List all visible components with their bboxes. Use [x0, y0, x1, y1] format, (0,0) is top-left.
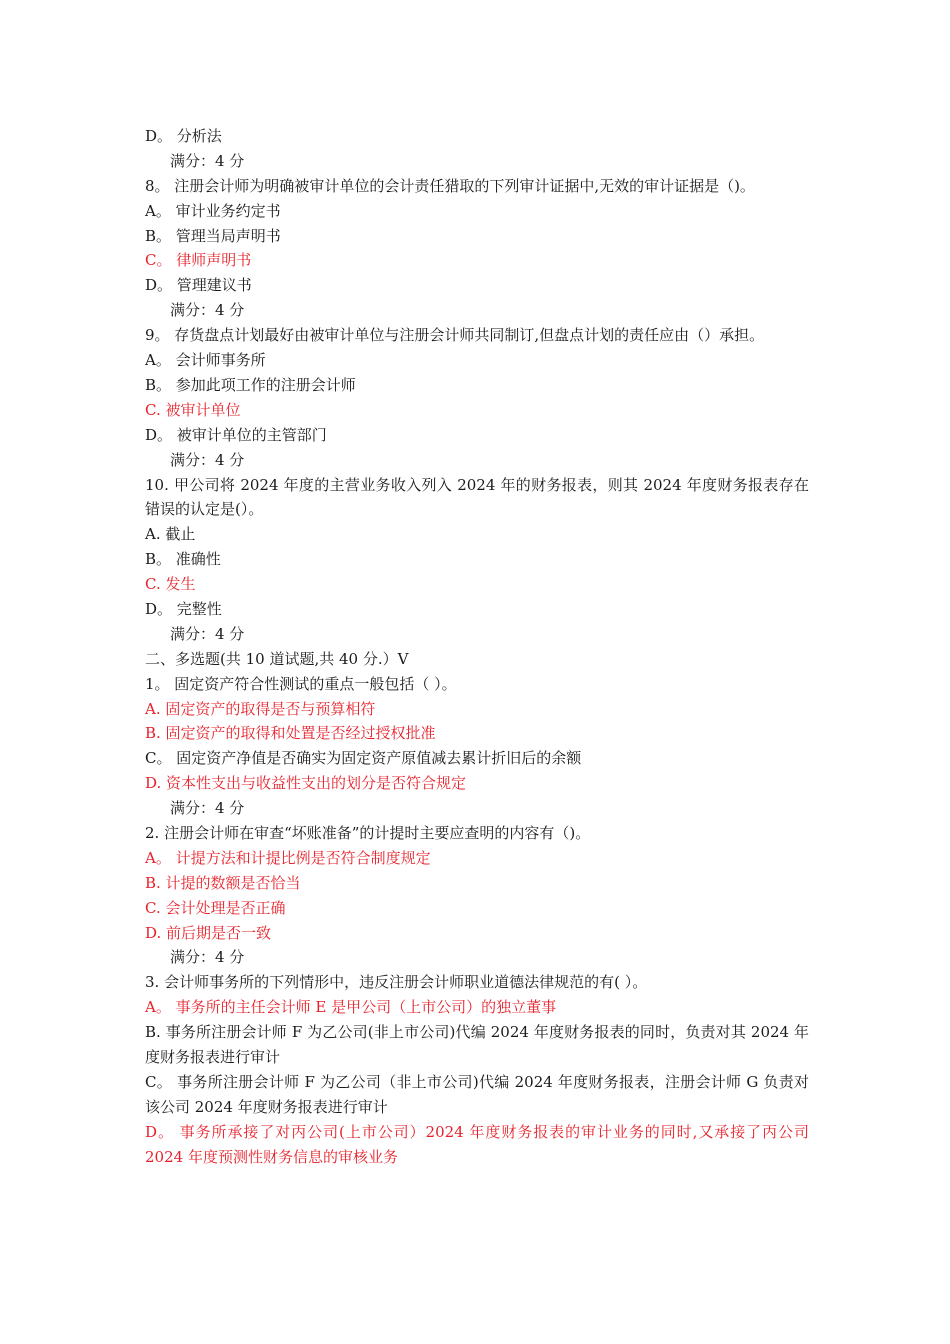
text-line: 1。 固定资产符合性测试的重点一般包括（ ）。	[145, 674, 457, 693]
answer-line-highlighted: C. 发生	[145, 575, 196, 594]
answer-line-highlighted: D. 前后期是否一致	[145, 923, 272, 942]
text-line: A. 截止	[145, 525, 196, 544]
question-text: 9。 存货盘点计划最好由被审计单位与注册会计师共同制订,但盘点计划的责任应由（）承担。	[145, 326, 765, 345]
text-line: B。 管理当局声明书	[145, 226, 281, 245]
score-line: 满分：4 分	[170, 450, 245, 469]
answer-line-highlighted: D。 事务所承接了对丙公司(上市公司）2024 年度财务报表的审计业务的同时,又承接了丙公司 2024 年度预测性财务信息的审核业务	[145, 1122, 809, 1166]
question-text: 10. 甲公司将 2024 年度的主营业务收入列入 2024 年的财务报表，则其 2024 年度财务报表存在错误的认定是(）。	[145, 475, 809, 519]
text-line: D。 管理建议书	[145, 276, 252, 295]
question-text: C。 事务所注册会计师 F 为乙公司（非上市公司)代编 2024 年度财务报表，注册会计师 G 负责对该公司 2024 年度财务报表进行审计	[145, 1072, 809, 1116]
score-line: 满分：4 分	[170, 301, 245, 320]
question-text: 8。 注册会计师为明确被审计单位的会计责任猎取的下列审计证据中,无效的审计证据是（)。	[145, 176, 755, 195]
text-line: 2. 注册会计师在审查“坏账准备”的计提时主要应查明的内容有（)。	[145, 824, 591, 842]
score-line: 满分：4 分	[170, 948, 245, 967]
answer-line-highlighted: B. 计提的数额是否恰当	[145, 873, 301, 892]
answer-line-highlighted: C. 被审计单位	[145, 400, 241, 419]
text-line: B。 准确性	[145, 550, 221, 569]
answer-line-highlighted: B. 固定资产的取得和处置是否经过授权批准	[145, 724, 436, 743]
score-line: 满分：4 分	[170, 151, 245, 170]
text-line: C。 固定资产净值是否确实为固定资产原值减去累计折旧后的余额	[145, 749, 582, 768]
text-line: D。 分析法	[145, 127, 222, 145]
text-line: A。 会计师事务所	[145, 351, 266, 370]
text-line: D。 被审计单位的主管部门	[145, 425, 327, 444]
answer-line-highlighted: D. 资本性支出与收益性支出的划分是否符合规定	[145, 774, 467, 793]
text-line: 3. 会计师事务所的下列情形中，违反注册会计师职业道德法律规范的有( ）。	[145, 973, 648, 992]
text-line: 二、多选题(共 10 道试题,共 40 分.）V	[145, 649, 409, 668]
score-line: 满分：4 分	[170, 624, 245, 643]
question-text: B. 事务所注册会计师 F 为乙公司(非上市公司)代编 2024 年度财务报表的同时，负责对其 2024 年度财务报表进行审计	[145, 1023, 809, 1067]
answer-line-highlighted: A。 事务所的主任会计师 E 是甲公司（上市公司）的独立董事	[145, 998, 557, 1017]
text-line: B。 参加此项工作的注册会计师	[145, 375, 356, 394]
answer-line-highlighted: A. 固定资产的取得是否与预算相符	[145, 699, 376, 718]
answer-line-highlighted: A。 计提方法和计提比例是否符合制度规定	[145, 848, 431, 867]
answer-line-highlighted: C. 会计处理是否正确	[145, 898, 286, 917]
score-line: 满分：4 分	[170, 799, 245, 818]
text-line: D。 完整性	[145, 599, 222, 618]
answer-line-highlighted: C。 律师声明书	[145, 251, 252, 270]
text-line: A。 审计业务约定书	[145, 201, 281, 220]
question-list	[145, 124, 809, 1170]
